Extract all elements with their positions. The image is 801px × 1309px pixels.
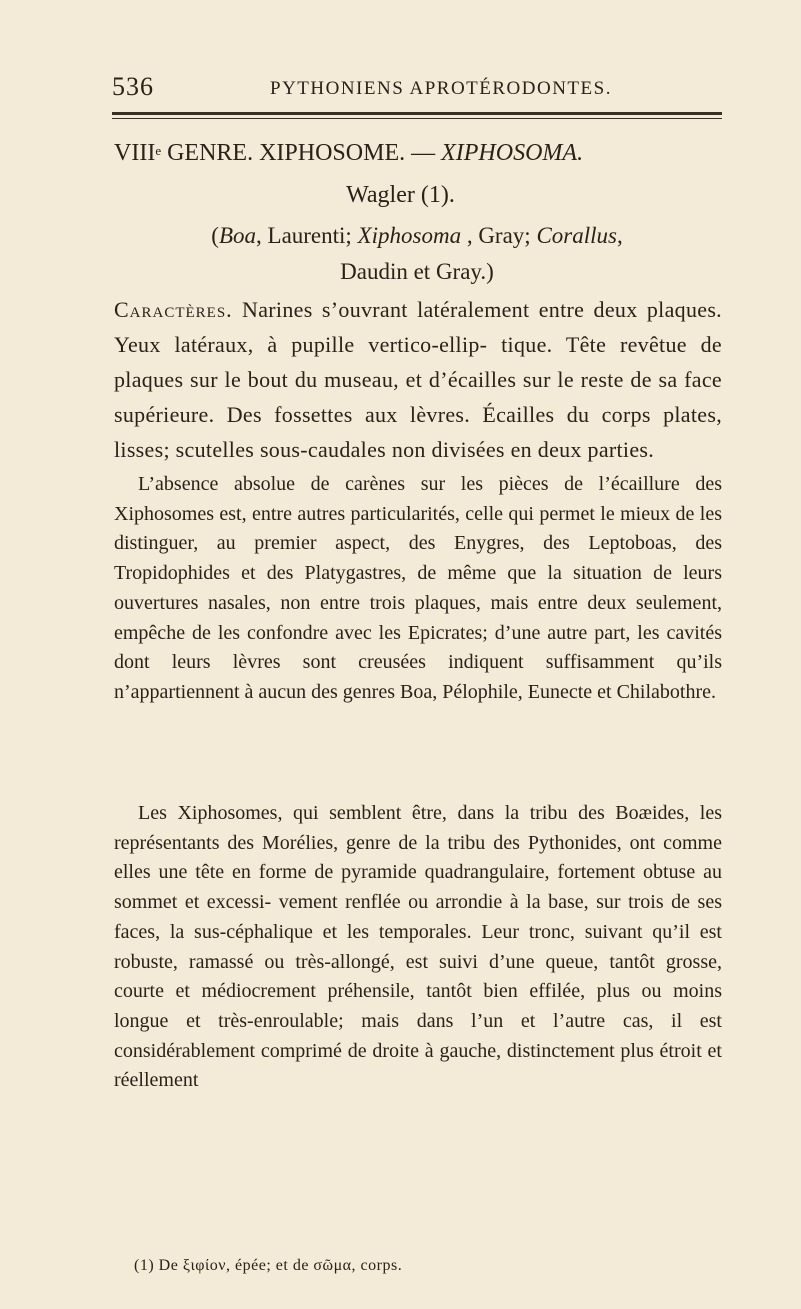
synonym-boa: Boa xyxy=(218,223,257,248)
genus-latin-name: XIPHOSOMA. xyxy=(441,140,584,166)
body-paragraph-1: L’absence absolue de carènes sur les pièces de l’écaillure des Xiphosomes est, entre autres particularités, celle qui permet le mieux de les distinguer, au premier aspect, des Enygres, des Leptoboas, des Tropidophides et des Platygastres, de même que la situation de leurs ouvertures nasales, non entre trois plaques, mais entre deux seulement, empêche de les confondre avec les Epicrates; d’une autre part, les cavités dont leurs lèvres sont creusées indiquent suffisamment qu’ils n’appartiennent à aucun des genres Boa, Pélophile, Eunecte et Chilabothre. xyxy=(114,473,722,703)
genus-synonyms xyxy=(112,218,722,290)
footnote: (1) De ξιφίον, épée; et de σῶμα, corps. xyxy=(134,1257,403,1274)
synonyms-open: ( xyxy=(211,223,219,248)
header-rule-thin xyxy=(112,118,722,119)
characters-paragraph xyxy=(114,292,722,467)
synonym-xiphosoma: Xiphosoma xyxy=(357,223,462,248)
genus-ordinal: VIII xyxy=(114,140,156,166)
synonym-corallus: Corallus xyxy=(536,223,617,248)
header-rule-thick xyxy=(112,112,722,115)
characters-label: Caractères. xyxy=(114,297,233,322)
genus-title: GENRE. XIPHOSOME. — xyxy=(167,140,436,166)
page-header xyxy=(0,72,801,112)
genus-author: Wagler (1). xyxy=(346,182,455,208)
page-number: 536 xyxy=(112,72,154,101)
synonyms-close: Daudin et Gray.) xyxy=(340,259,494,284)
genus-heading xyxy=(114,140,583,167)
synonym-boa-author: , Laurenti; xyxy=(256,223,352,248)
characters-text: Narines s’ouvrant latéralement entre deux plaques. Yeux latéraux, à pupille vertico-ellip- tique. Tête revêtue de plaques sur le bout du museau, et d’écailles sur le reste de sa face supérieure. Des fossettes aux lèvres. Écailles du corps plates, lisses; scutelles sous-caudales non divisées en deux parties. xyxy=(114,297,722,462)
synonym-corallus-author: , xyxy=(616,223,623,248)
body-paragraph-2: Les Xiphosomes, qui semblent être, dans la tribu des Boæides, les représentants des Morélies, genre de la tribu des Pythonides, ont comme elles une tête en forme de pyramide quadrangulaire, fortement obtuse au sommet et excessi- vement renflée ou arrondie à la base, sur trois de ses faces, la sus-céphalique et les temporales. Leur tronc, suivant qu’il est robuste, ramassé ou très-allongé, est suivi d’une queue, tantôt grosse, courte et médiocrement préhensile, tantôt bien effilée, plus ou moins longue et très-enroulable; mais dans l’un et l’autre cas, il est considérablement comprimé de droite à gauche, distinctement plus étroit et réellement xyxy=(114,802,722,1092)
genus-ordinal-suffix: e xyxy=(155,143,162,158)
synonym-xiphosoma-author: , Gray; xyxy=(466,223,531,248)
running-title: PYTHONIENS APROTÉRODONTES. xyxy=(270,78,612,99)
